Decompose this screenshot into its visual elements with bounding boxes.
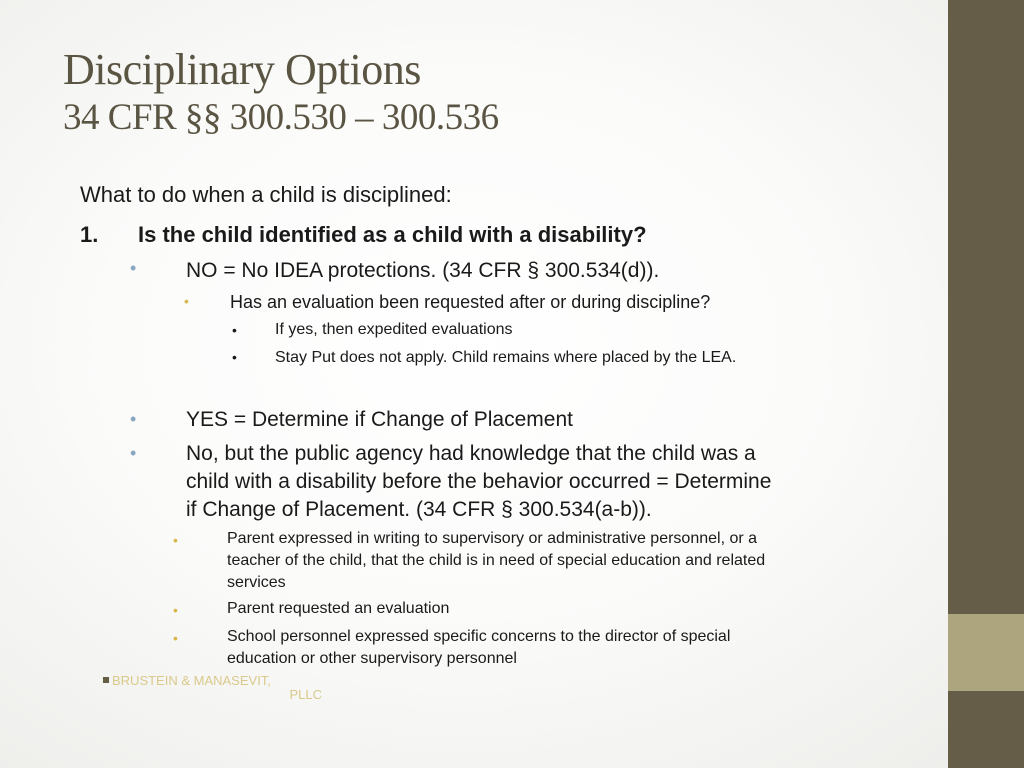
knowledge-item-2: Parent requested an evaluation [227, 600, 450, 617]
bullet-icon: • [184, 293, 189, 309]
footer-line-1: BRUSTEIN & MANASEVIT, [112, 673, 271, 688]
bullet-icon: • [173, 532, 178, 548]
knowledge-item-1-line-2: teacher of the child, that the child is in need of special education and related [227, 552, 766, 569]
no-branch-subsub-2: Stay Put does not apply. Child remains where placed by the LEA. [275, 349, 737, 366]
decorative-sidebar-accent [948, 614, 1024, 691]
question-number: 1. [80, 222, 99, 247]
question-text: Is the child identified as a child with a disability? [138, 222, 647, 247]
no-branch-text: NO = No IDEA protections. (34 CFR § 300.534(d)). [186, 259, 660, 282]
knowledge-branch-line-3: if Change of Placement. (34 CFR § 300.534(a-b)). [186, 498, 652, 521]
bullet-icon: • [130, 443, 137, 463]
knowledge-item-3-line-1: School personnel expressed specific concerns to the director of special [227, 628, 731, 645]
intro-text: What to do when a child is disciplined: [80, 182, 452, 207]
title-line-1: Disciplinary Options [63, 45, 421, 94]
knowledge-item-3-line-2: education or other supervisory personnel [227, 650, 517, 667]
knowledge-branch-line-1: No, but the public agency had knowledge that the child was a [186, 442, 756, 465]
yes-branch-text: YES = Determine if Change of Placement [186, 408, 573, 431]
title-line-2: 34 CFR §§ 300.530 – 300.536 [63, 97, 499, 138]
footer-firm-name [103, 674, 328, 702]
bullet-icon: • [173, 630, 178, 646]
knowledge-item-1-line-3: services [227, 574, 286, 591]
no-branch-sub: Has an evaluation been requested after or during discipline? [230, 292, 711, 312]
bullet-icon: • [173, 602, 178, 618]
bullet-icon: • [232, 349, 237, 365]
bullet-icon: • [130, 258, 137, 278]
footer-line-2: PLLC [289, 687, 322, 702]
knowledge-branch-line-2: child with a disability before the behavior occurred = Determine [186, 470, 772, 493]
bullet-icon: • [232, 322, 237, 338]
square-bullet-icon [103, 677, 109, 683]
no-branch-subsub-1: If yes, then expedited evaluations [275, 321, 513, 338]
bullet-icon: • [130, 409, 137, 429]
slide-title [63, 44, 499, 140]
knowledge-item-1-line-1: Parent expressed in writing to supervisory or administrative personnel, or a [227, 530, 758, 547]
